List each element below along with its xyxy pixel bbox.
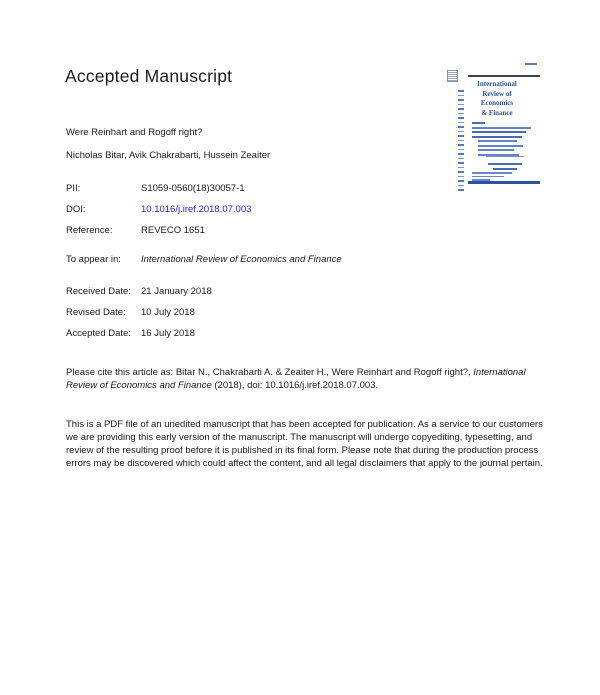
page-title: Accepted Manuscript <box>65 66 233 86</box>
cover-text-line <box>472 172 512 174</box>
revised-date-label: Revised Date: <box>66 307 126 318</box>
cover-text-line <box>488 163 522 165</box>
cover-article-line <box>472 136 522 138</box>
cover-article-line <box>478 149 513 151</box>
doi-label: DOI: <box>66 204 86 215</box>
cover-article-line <box>478 140 516 142</box>
revised-date-value: 10 July 2018 <box>141 307 195 318</box>
cover-article-line <box>472 122 485 124</box>
journal-cover-article-list <box>472 122 536 158</box>
journal-name: International Review of Economics and Finance <box>141 254 342 265</box>
cover-text-line <box>472 176 504 178</box>
cover-article-line <box>472 131 526 133</box>
citation-prefix: Please cite this article as: Bitar N., Chakrabarti A. & Zeaiter H., Were Reinhart and Rogoff right?, <box>66 367 474 378</box>
journal-cover-bottom-bar <box>468 181 540 184</box>
citation-suffix: (2018), doi: 10.1016/j.iref.2018.07.003. <box>211 380 379 391</box>
received-date-row <box>66 286 212 307</box>
cover-text-line <box>493 168 517 170</box>
dates-block <box>66 286 212 349</box>
accepted-date-value: 16 July 2018 <box>141 328 195 339</box>
citation-paragraph <box>66 366 544 392</box>
journal-cover-issue-info <box>525 63 537 65</box>
journal-title-line: & Finance <box>481 108 513 117</box>
accepted-date-label: Accepted Date: <box>66 328 131 339</box>
journal-spine-vertical-text <box>458 90 464 194</box>
disclaimer-paragraph: This is a PDF file of an unedited manuscript that has been accepted for publication. As a service to our customers we are providing this early version of the manuscript. The manuscript will undergo copyediting, typesetting, and review of the resulting proof before it is published in its final form. Please note that during the production process errors may be discovered which could affect the content, and all legal disclaimers that apply to the journal pertain. <box>66 419 543 469</box>
journal-cover-spine <box>444 60 466 187</box>
article-authors: Nicholas Bitar, Avik Chakrabarti, Hussein Zeaiter <box>66 150 271 161</box>
journal-title-line: Economics <box>480 99 514 107</box>
journal-title-line: International <box>477 80 517 88</box>
journal-cover-image <box>444 60 542 187</box>
journal-cover-title <box>468 80 526 118</box>
to-appear-label: To appear in: <box>66 254 121 265</box>
cover-article-line <box>472 127 531 129</box>
reference-value: REVECO 1651 <box>141 225 205 236</box>
citation-journal-name: International Review of Economics and Finance <box>66 367 526 391</box>
received-date-label: Received Date: <box>66 286 131 297</box>
pii-value: S1059-0560(18)30057-1 <box>141 183 245 194</box>
reference-row <box>66 225 251 246</box>
journal-cover-front <box>468 60 540 187</box>
journal-cover-top-rule <box>468 75 540 77</box>
doi-row <box>66 204 251 225</box>
received-date-value: 21 January 2018 <box>141 286 212 297</box>
to-appear-block <box>66 254 342 275</box>
pii-row <box>66 183 251 204</box>
accepted-date-row <box>66 328 212 349</box>
reference-label: Reference: <box>66 225 113 236</box>
journal-cover-divider <box>486 156 524 157</box>
identifier-block <box>66 183 251 246</box>
doi-link[interactable]: 10.1016/j.iref.2018.07.003 <box>141 204 252 215</box>
pii-label: PII: <box>66 183 81 194</box>
to-appear-row <box>66 254 342 275</box>
cover-article-line <box>478 145 523 147</box>
journal-title-line: Review of <box>482 89 512 98</box>
article-title: Were Reinhart and Rogoff right? <box>66 127 203 138</box>
revised-date-row <box>66 307 212 328</box>
journal-spine-stamp-icon <box>447 70 458 82</box>
